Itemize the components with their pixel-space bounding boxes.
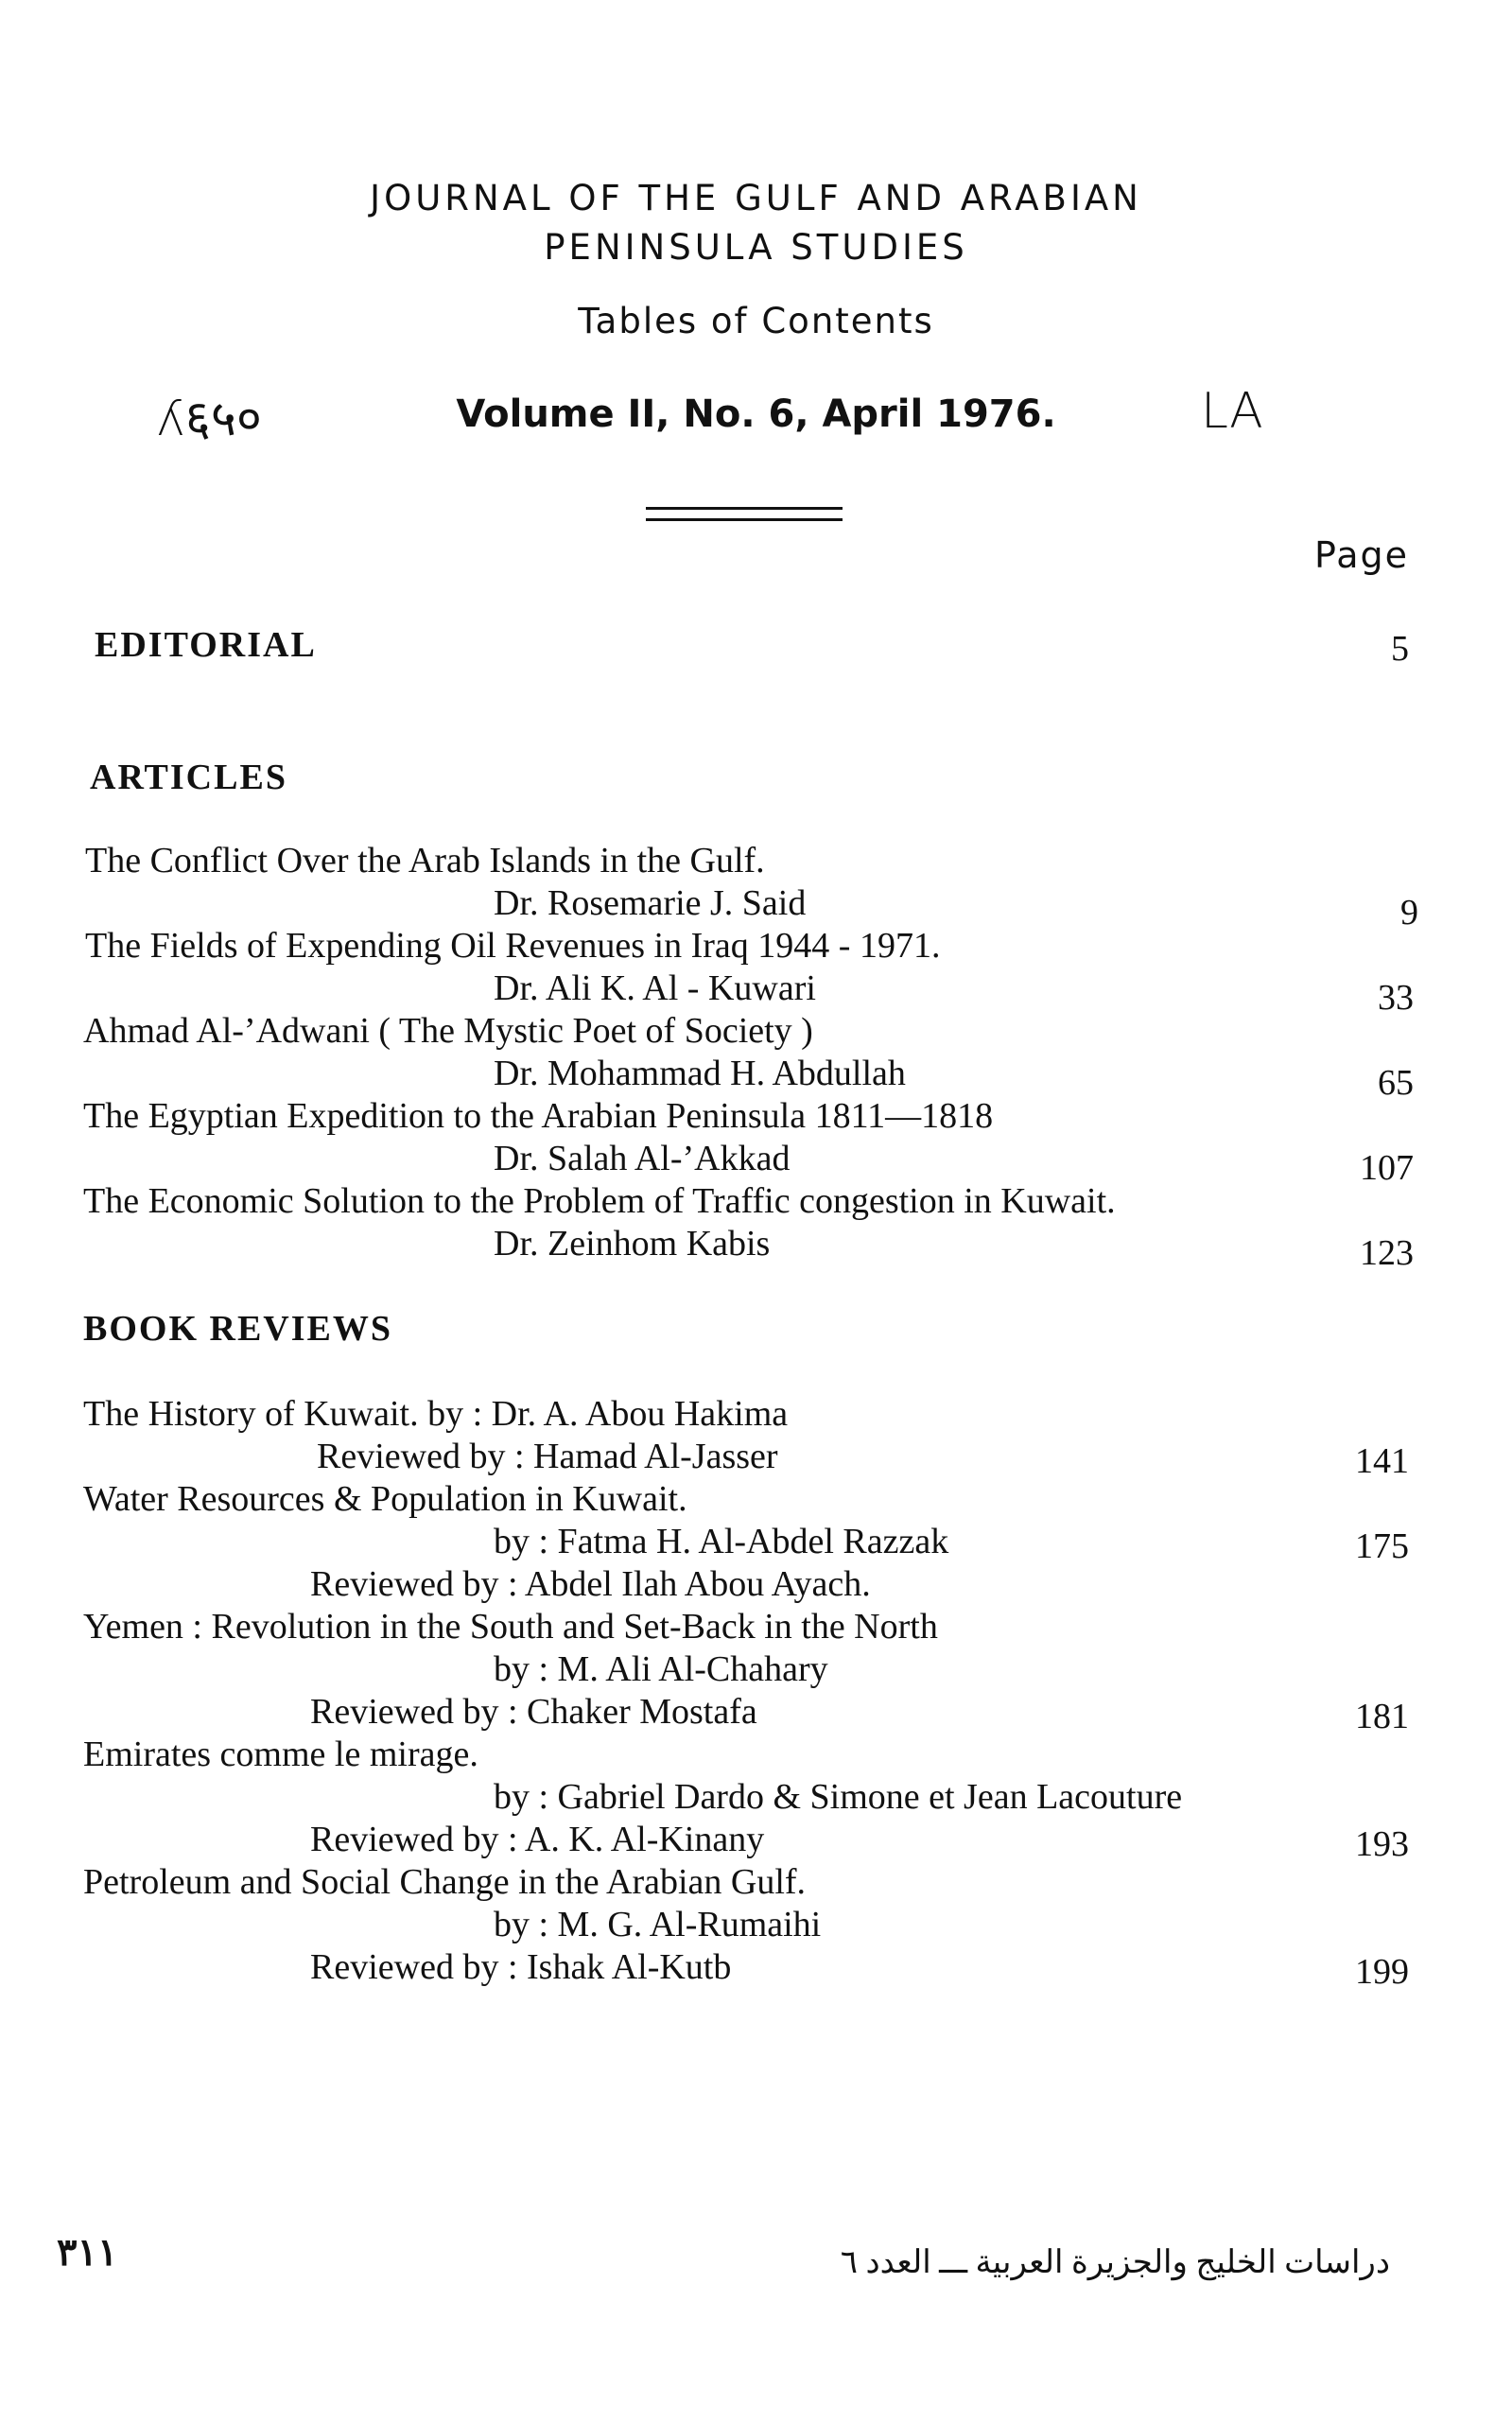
handwritten-note-right: LA: [1201, 383, 1263, 440]
review-line: by : M. G. Al-Rumaihi: [494, 1905, 822, 1944]
articles-heading: ARTICLES: [90, 758, 287, 797]
editorial-page: 5: [1391, 629, 1409, 669]
article-author: Dr. Ali K. Al - Kuwari: [494, 968, 816, 1008]
footer-page-number: ٣١١: [57, 2231, 118, 2274]
article-page: 9: [1400, 893, 1418, 933]
review-page: 141: [1355, 1441, 1409, 1481]
journal-title-line-1: JOURNAL OF THE GULF AND ARABIAN: [370, 178, 1142, 218]
review-line: Reviewed by : Hamad Al-Jasser: [317, 1437, 778, 1476]
page-column-label: Page: [1314, 534, 1409, 576]
editorial-heading: EDITORIAL: [95, 625, 317, 665]
review-line: Reviewed by : A. K. Al-Kinany: [310, 1820, 765, 1859]
review-line: Water Resources & Population in Kuwait.: [83, 1479, 687, 1519]
review-line: by : Gabriel Dardo & Simone et Jean Lacouture: [494, 1777, 1183, 1817]
contents-subtitle: Tables of Contents: [578, 301, 934, 341]
journal-title-line-2: PENINSULA STUDIES: [544, 227, 968, 268]
article-title: The Conflict Over the Arab Islands in the Gulf.: [85, 841, 765, 880]
double-rule-top: [646, 507, 843, 510]
review-line: Emirates comme le mirage.: [83, 1734, 478, 1774]
review-page: 175: [1355, 1526, 1409, 1566]
book-reviews-heading: BOOK REVIEWS: [83, 1309, 393, 1349]
review-line: The History of Kuwait. by : Dr. A. Abou Hakima: [83, 1394, 789, 1434]
article-title: The Economic Solution to the Problem of Traffic congestion in Kuwait.: [83, 1181, 1116, 1221]
article-title: The Fields of Expending Oil Revenues in Iraq 1944 - 1971.: [85, 926, 941, 966]
review-line: Reviewed by : Chaker Mostafa: [310, 1692, 757, 1732]
article-author: Dr. Rosemarie J. Said: [494, 883, 807, 923]
article-title: The Egyptian Expedition to the Arabian Peninsula 1811—1818: [83, 1096, 994, 1136]
review-line: Yemen : Revolution in the South and Set-Back in the North: [83, 1607, 938, 1647]
footer-journal-name: دراسات الخليج والجزيرة العربية ـــ العدد ٦: [840, 2245, 1390, 2280]
volume-info: Volume II, No. 6, April 1976.: [456, 392, 1056, 436]
article-page: 107: [1360, 1148, 1414, 1188]
review-line: Reviewed by : Abdel Ilah Abou Ayach.: [310, 1564, 871, 1604]
article-page: 123: [1360, 1233, 1414, 1273]
review-page: 199: [1355, 1952, 1409, 1992]
review-line: Reviewed by : Ishak Al-Kutb: [310, 1947, 732, 1987]
article-title: Ahmad Al-’Adwani ( The Mystic Poet of Society ): [83, 1011, 813, 1051]
article-author: Dr. Zeinhom Kabis: [494, 1224, 771, 1264]
double-rule-bottom: [646, 518, 843, 521]
review-line: by : M. Ali Al-Chahary: [494, 1649, 828, 1689]
article-page: 65: [1378, 1063, 1414, 1103]
review-page: 193: [1355, 1824, 1409, 1864]
article-author: Dr. Salah Al-’Akkad: [494, 1139, 791, 1178]
handwritten-note-left: ʎ६५०: [156, 391, 262, 447]
article-page: 33: [1378, 978, 1414, 1018]
review-line: by : Fatma H. Al-Abdel Razzak: [494, 1522, 949, 1561]
review-page: 181: [1355, 1697, 1409, 1736]
article-author: Dr. Mohammad H. Abdullah: [494, 1054, 906, 1093]
review-line: Petroleum and Social Change in the Arabian Gulf.: [83, 1862, 807, 1902]
